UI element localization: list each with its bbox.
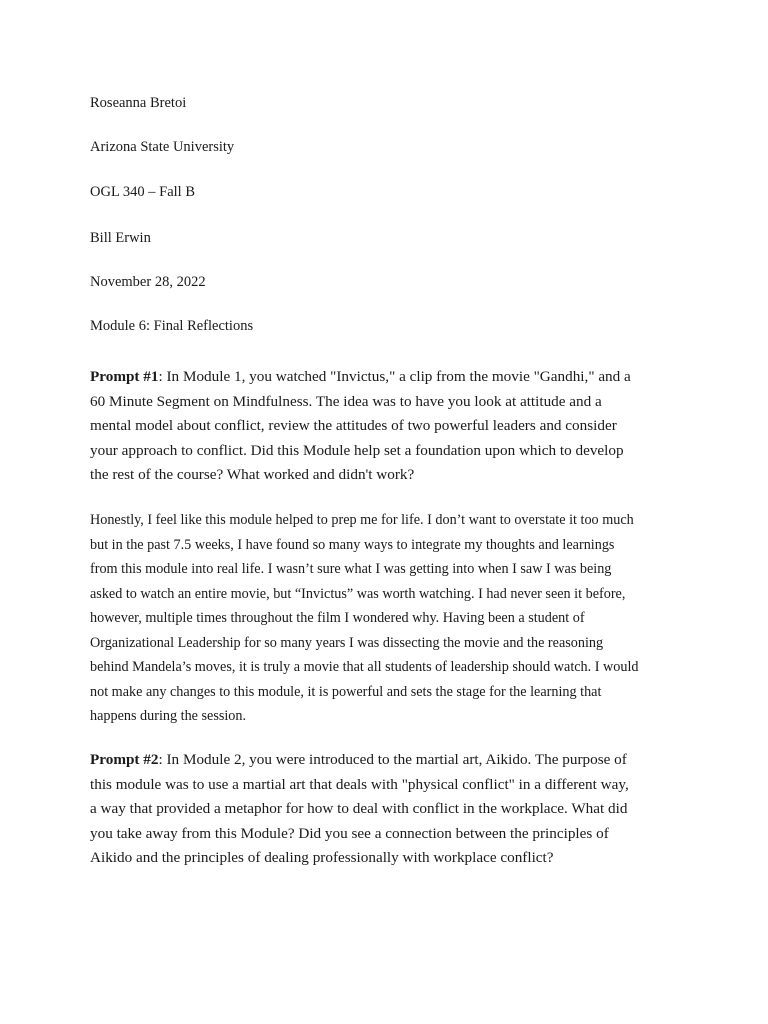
- course-name: OGL 340 – Fall B: [90, 184, 195, 200]
- prompt-1-line: [90, 365, 690, 390]
- answer-1-line: however, multiple times throughout the film I wondered why. Having been a student of: [90, 610, 585, 626]
- prompt-2: [90, 748, 690, 871]
- instructor-name: Bill Erwin: [90, 230, 151, 246]
- answer-1-line: Organizational Leadership for so many years I was dissecting the movie and the reasoning: [90, 634, 604, 651]
- answer-1-line: from this module into real life. I wasn’t sure what I was getting into when I saw I was being: [90, 561, 612, 577]
- prompt-2-line: [90, 748, 690, 773]
- answer-1-line: happens during the session.: [90, 708, 247, 724]
- answer-1-line: not make any changes to this module, it is powerful and sets the stage for the learning that: [90, 683, 602, 700]
- prompt-2-line: a way that provided a metaphor for how to deal with conflict in the workplace. What did: [90, 800, 628, 817]
- prompt-1-line: 60 Minute Segment on Mindfulness. The idea was to have you look at attitude and a: [90, 392, 602, 410]
- prompt-1: [90, 365, 690, 488]
- author-name: Roseanna Bretoi: [90, 95, 187, 111]
- prompt-2-line: this module was to use a martial art that deals with "physical conflict" in a different way,: [90, 775, 629, 793]
- answer-1-line: Honestly, I feel like this module helped to prep me for life. I don’t want to overstate it too much: [90, 512, 634, 528]
- answer-1: [90, 508, 690, 729]
- prompt-1-text: : In Module 1, you watched "Invictus," a clip from the movie "Gandhi," and a: [158, 368, 631, 385]
- prompt-1-line: mental model about conflict, review the attitudes of two powerful leaders and consider: [90, 417, 617, 434]
- answer-1-line: behind Mandela’s moves, it is truly a movie that all students of leadership should watch. I would: [90, 659, 639, 675]
- institution-name: Arizona State University: [90, 139, 235, 155]
- prompt-2-line: you take away from this Module? Did you see a connection between the principles of: [90, 824, 609, 842]
- answer-1-line: asked to watch an entire movie, but “Invictus” was worth watching. I had never seen it before,: [90, 585, 626, 602]
- answer-1-line: but in the past 7.5 weeks, I have found so many ways to integrate my thoughts and learnings: [90, 536, 615, 553]
- document-date: November 28, 2022: [90, 274, 206, 290]
- prompt-1-line: the rest of the course? What worked and didn't work?: [90, 466, 415, 483]
- prompt-1-line: your approach to conflict. Did this Module help set a foundation upon which to develop: [90, 441, 624, 459]
- prompt-2-line: Aikido and the principles of dealing professionally with workplace conflict?: [90, 849, 554, 866]
- prompt-2-label: Prompt #2: [90, 751, 159, 768]
- prompt-1-label: Prompt #1: [90, 368, 159, 385]
- prompt-2-text: : In Module 2, you were introduced to the martial art, Aikido. The purpose of: [158, 751, 627, 768]
- assignment-title: Module 6: Final Reflections: [90, 318, 254, 334]
